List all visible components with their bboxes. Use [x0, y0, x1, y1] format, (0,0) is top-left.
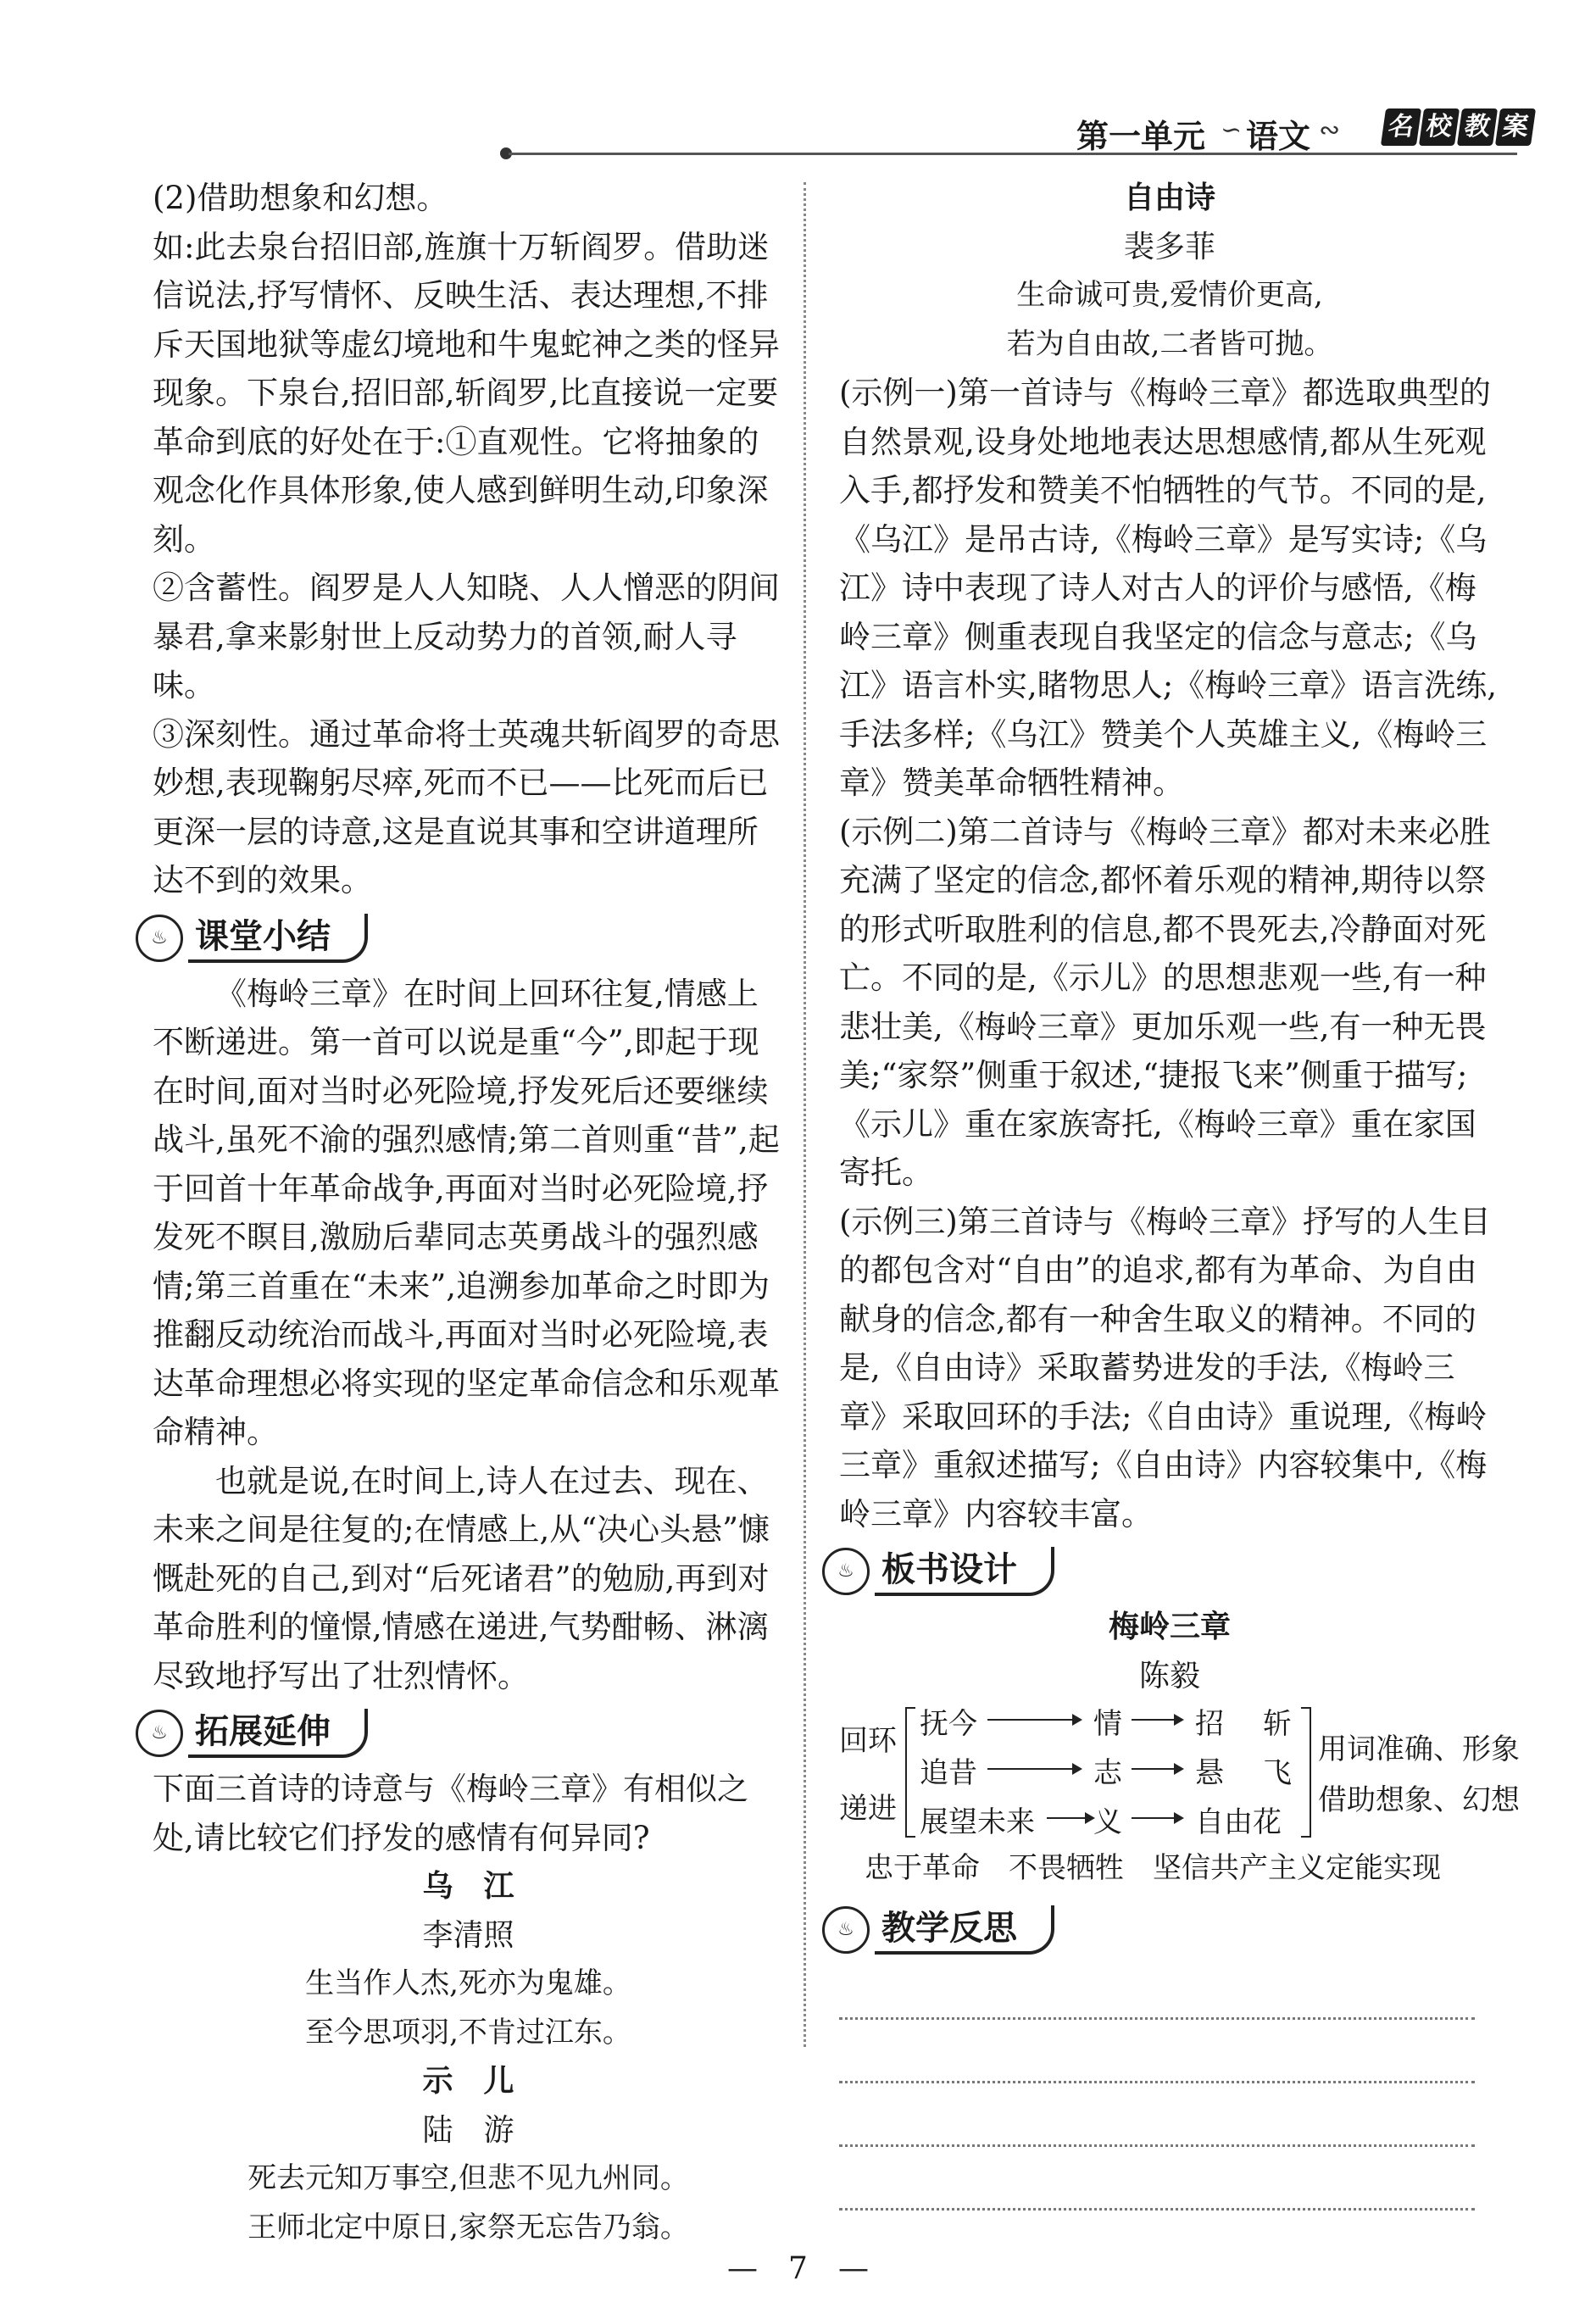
poem-author: 裴多菲	[1123, 229, 1215, 264]
section-icon: ♨	[136, 1710, 183, 1757]
section-title: 板书设计	[875, 1547, 1054, 1596]
arrow-icon	[987, 1719, 1081, 1721]
board-label: 用词准确、形象	[1318, 1732, 1520, 1766]
board-bottom: 忠于革命 不畏牺牲 坚信共产主义定能实现	[865, 1851, 1441, 1885]
board-cell: 追昔	[920, 1756, 977, 1790]
section-header-summary	[136, 912, 784, 965]
arrow-icon	[1132, 1817, 1182, 1819]
poem-title: 自由诗	[1123, 181, 1215, 215]
paragraph: (示例一)第一首诗与《梅岭三章》都选取典型的自然景观,设身处地地表达思想感情,都从生死观入手,都抒发和赞美不怕牺牲的气节。不同的是,《乌江》是吊古诗,《梅岭三章》是写实诗;《乌江》诗中表现了诗人对古人的评价与感悟,《梅岭三章》侧重表现自我坚定的信念与意志;《乌江》语言朴实,睹物思人;《梅岭三章》语言洗练,手法多样;《乌江》赞美个人英雄主义,《梅岭三章》赞美革命牺牲精神。	[839, 375, 1497, 801]
right-column	[837, 174, 1520, 2211]
board-title: 梅岭三章	[1108, 1610, 1231, 1644]
paragraph: ②含蓄性。阎罗是人人知晓、人人憎恶的阴间暴君,拿来影射世上反动势力的首领,耐人寻味。	[153, 570, 780, 703]
section-title: 课堂小结	[188, 914, 368, 963]
poem-line: 生当作人杰,死亦为鬼雄。	[305, 1966, 631, 2000]
ornament-icon: ∽	[1221, 115, 1243, 145]
board-cell: 志	[1093, 1756, 1122, 1790]
section-header-reflect	[822, 1904, 1500, 1956]
poem-line: 生命诚可贵,爱情价更高,	[1016, 278, 1323, 312]
board-cell: 悬	[1195, 1756, 1224, 1790]
poem-title: 示 儿	[422, 2064, 514, 2099]
poem-line: 若为自由故,二者皆可抛。	[1006, 326, 1333, 361]
page-number: — 7 —	[727, 2251, 869, 2286]
paragraph: 如:此去泉台招旧部,旌旗十万斩阎罗。借助迷信说法,抒写情怀、反映生活、表达理想,不排斥天国地狱等虚幻境地和牛鬼蛇神之类的怪异现象。下泉台,招旧部,斩阎罗,比直接说一定要革命到底的好处在于:①直观性。它将抽象的观念化作具体形象,使人感到鲜明生动,印象深刻。	[153, 228, 780, 558]
poem-line: 死去元知万事空,但悲不见九州同。	[247, 2161, 689, 2195]
board-label: 回环	[839, 1724, 897, 1758]
poem-line: 王师北定中原日,家祭无忘告乃翁。	[247, 2210, 689, 2244]
arrow-icon	[1047, 1817, 1093, 1819]
board-cell: 展望未来	[920, 1805, 1035, 1839]
left-brace	[905, 1707, 915, 1838]
poem-author: 李清照	[422, 1917, 514, 1953]
paragraph: (示例二)第二首诗与《梅岭三章》都对未来必胜充满了坚定的信念,都怀着乐观的精神,期待以祭的形式听取胜利的信息,都不畏死去,冷静面对死亡。不同的是,《示儿》的思想悲观一些,有一种悲壮美,《梅岭三章》更加乐观一些,有一种无畏美;“家祭”侧重于叙述,“捷报飞来”侧重于描写;《示儿》重在家族寄托,《梅岭三章》重在家国寄托。	[839, 813, 1491, 1191]
brand-char: 名	[1381, 108, 1421, 146]
left-column	[153, 174, 784, 2252]
right-brace	[1301, 1707, 1311, 1838]
paragraph: 《梅岭三章》在时间上回环往复,情感上不断递进。第一首可以说是重“今”,即起于现在时间,面对当时必死险境,抒发死后还要继续战斗,虽死不渝的强烈感情;第二首则重“昔”,起于回首十年革命战争,再面对当时必死险境,抒发死不瞑目,激励后辈同志英勇战斗的强烈感情;第三首重在“未来”,追溯参加革命之时即为推翻反动统治而战斗,再面对当时必死险境,表达革命理想必将实现的坚定革命信念和乐观革命精神。	[153, 975, 780, 1450]
board-cell: 情	[1093, 1707, 1122, 1741]
board-cell: 义	[1093, 1805, 1122, 1839]
ornament-icon: ∾	[1319, 115, 1341, 145]
writing-line[interactable]	[839, 2017, 1475, 2020]
paragraph: ③深刻性。通过革命将士英魂共斩阎罗的奇思妙想,表现鞠躬尽瘁,死而不已——比死而后已更深一层的诗意,这是直说其事和空讲道理所达不到的效果。	[153, 715, 780, 898]
brand-char: 校	[1419, 108, 1460, 146]
writing-line[interactable]	[839, 2144, 1475, 2147]
board-diagram	[839, 1700, 1520, 1885]
board-cell: 招	[1195, 1707, 1224, 1741]
poem-line: 至今思项羽,不肯过江东。	[305, 2015, 631, 2049]
section-icon: ♨	[136, 915, 183, 962]
section-header-extend	[136, 1707, 784, 1760]
paragraph: (2)借助想象和幻想。	[153, 180, 448, 216]
section-title: 教学反思	[875, 1905, 1054, 1955]
poem-author: 陆 游	[422, 2112, 514, 2148]
board-cell: 飞	[1263, 1756, 1292, 1790]
board-author: 陈毅	[1138, 1658, 1200, 1693]
board-cell: 抚今	[920, 1707, 977, 1741]
brand-logo	[1383, 108, 1533, 146]
board-label: 借助想象、幻想	[1318, 1783, 1520, 1817]
section-icon: ♨	[822, 1906, 870, 1954]
brand-char: 教	[1457, 108, 1498, 146]
header-subject: 语文	[1246, 118, 1311, 155]
board-cell: 斩	[1263, 1707, 1292, 1741]
writing-line[interactable]	[839, 2208, 1475, 2211]
header-rule	[509, 153, 1517, 155]
section-icon: ♨	[822, 1548, 870, 1595]
brand-char: 案	[1495, 108, 1536, 146]
column-divider	[804, 182, 806, 2047]
arrow-icon	[1132, 1768, 1182, 1770]
arrow-icon	[1132, 1719, 1182, 1721]
arrow-icon	[987, 1768, 1081, 1770]
section-title: 拓展延伸	[188, 1709, 368, 1758]
board-cell: 自由花	[1195, 1805, 1282, 1839]
question: 下面三首诗的诗意与《梅岭三章》有相似之处,请比较它们抒发的感情有何异同?	[153, 1771, 748, 1856]
writing-line[interactable]	[839, 2081, 1475, 2083]
header-unit: 第一单元	[1076, 118, 1206, 155]
section-header-board	[822, 1545, 1500, 1598]
paragraph: (示例三)第三首诗与《梅岭三章》抒写的人生目的都包含对“自由”的追求,都有为革命、为自由献身的信念,都有一种舍生取义的精神。不同的是,《自由诗》采取蓄势进发的手法,《梅岭三章》采取回环的手法;《自由诗》重说理,《梅岭三章》重叙述描写;《自由诗》内容较集中,《梅岭三章》内容较丰富。	[839, 1203, 1491, 1532]
paragraph: 也就是说,在时间上,诗人在过去、现在、未来之间是往复的;在情感上,从“决心头悬”慷慨赴死的自己,到对“后死诸君”的勉励,再到对革命胜利的憧憬,情感在递进,气势酣畅、淋漓尽致地抒写出了壮烈情怀。	[153, 1462, 770, 1694]
board-label: 递进	[839, 1792, 897, 1826]
poem-title: 乌 江	[422, 1869, 514, 1904]
